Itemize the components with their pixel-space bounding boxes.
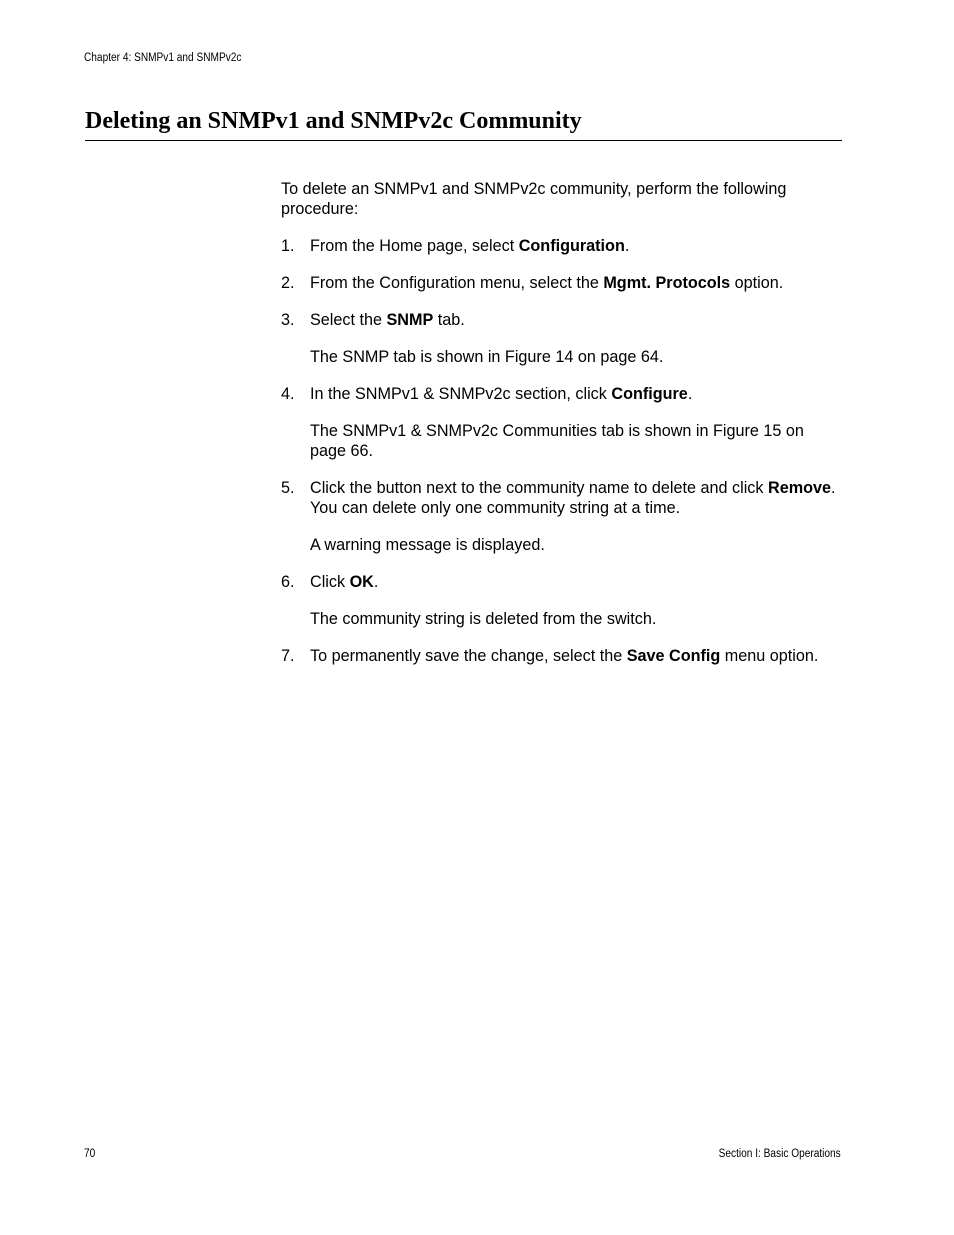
ui-term: SNMP (386, 311, 434, 329)
step-note: The SNMP tab is shown in Figure 14 on page 64. (310, 348, 664, 366)
step-text: From the Configuration menu, select the Mgmt. Protocols option. (310, 274, 784, 292)
ui-term: Save Config (626, 647, 721, 665)
ui-term: OK (349, 573, 374, 591)
running-header: Chapter 4: SNMPv1 and SNMPv2c (84, 52, 242, 64)
step-number: 6. (281, 573, 295, 591)
step-text: Click the button next to the community name to delete and click Remove. You can delete only one community string at a time. (310, 479, 836, 517)
step-note: The SNMPv1 & SNMPv2c Communities tab is shown in Figure 15 on page 66. (310, 422, 804, 460)
ui-term: Configure (611, 385, 688, 403)
step-note: The community string is deleted from the switch. (310, 610, 657, 628)
step-4 (281, 384, 841, 461)
intro-paragraph: To delete an SNMPv1 and SNMPv2c community, perform the following procedure: (281, 180, 787, 218)
step-text: From the Home page, select Configuration. (310, 237, 630, 255)
ui-term: Mgmt. Protocols (603, 274, 731, 292)
step-6 (281, 572, 841, 629)
step-7 (281, 646, 841, 666)
section-title: Deleting an SNMPv1 and SNMPv2c Community (85, 106, 842, 141)
procedure-body (281, 179, 841, 683)
step-number: 7. (281, 647, 295, 665)
footer-section: Section I: Basic Operations (718, 1148, 841, 1160)
step-text: Select the SNMP tab. (310, 311, 465, 329)
step-note: A warning message is displayed. (310, 536, 545, 554)
step-text: Click OK. (310, 573, 379, 591)
step-text: In the SNMPv1 & SNMPv2c section, click Configure. (310, 385, 693, 403)
step-number: 4. (281, 385, 295, 403)
step-number: 1. (281, 237, 295, 255)
step-3 (281, 310, 841, 367)
step-2 (281, 273, 841, 293)
step-number: 3. (281, 311, 295, 329)
ui-term: Remove (768, 479, 831, 497)
step-number: 5. (281, 479, 295, 497)
step-5 (281, 478, 841, 555)
ui-term: Configuration (518, 237, 625, 255)
step-1 (281, 236, 841, 256)
step-text: To permanently save the change, select the Save Config menu option. (310, 647, 819, 665)
page-number: 70 (84, 1148, 96, 1160)
step-number: 2. (281, 274, 295, 292)
